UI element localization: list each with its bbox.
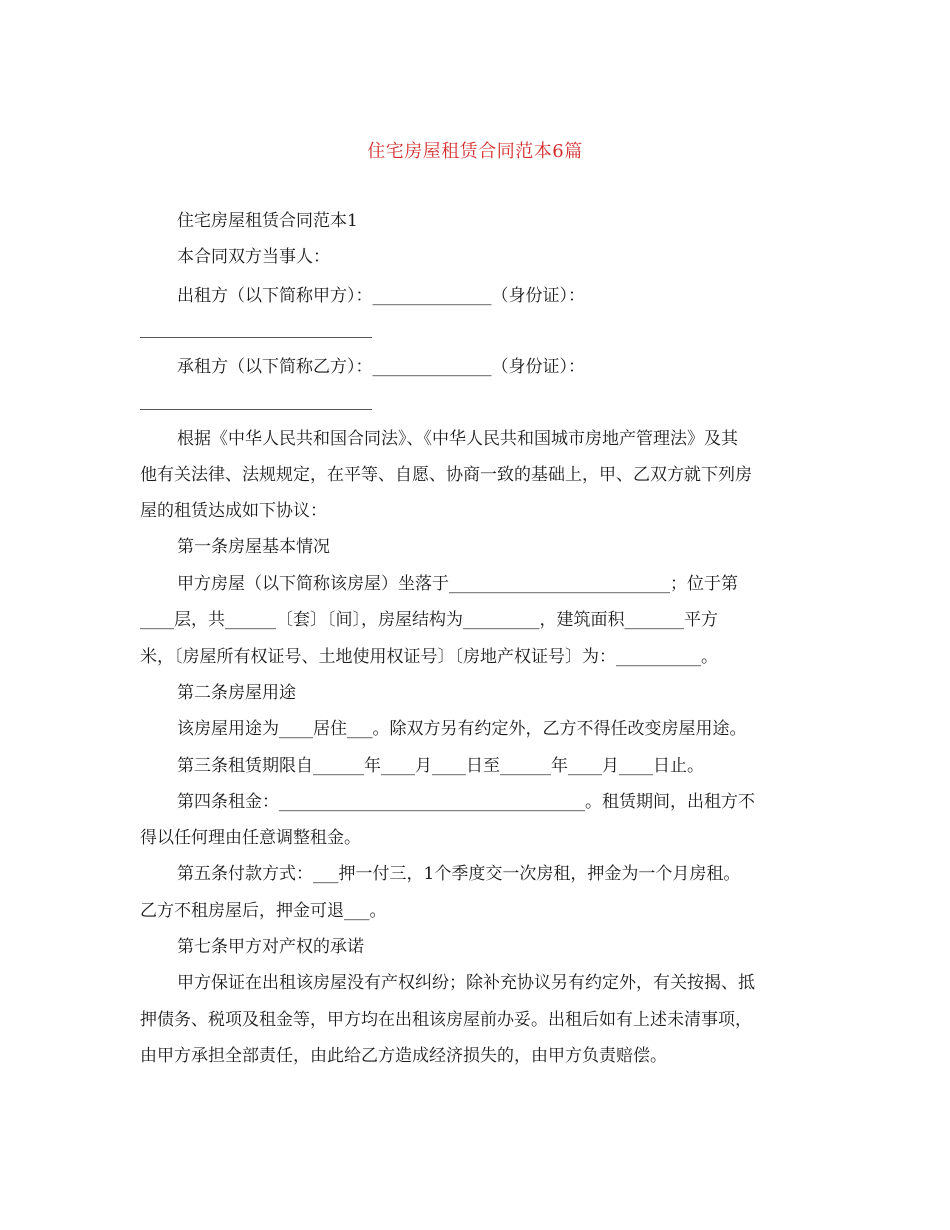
- paragraph-line: 出租方（以下简称甲方）：______________（身份证）：: [177, 286, 585, 306]
- paragraph-line: 第四条租金：____________________________________。租赁期间，出租方不: [177, 792, 755, 812]
- paragraph-line: ____层，共______〔套〕〔间〕，房屋结构为_________，建筑面积_______平方: [140, 610, 718, 630]
- paragraph-line: 住宅房屋租赁合同范本1: [177, 211, 358, 231]
- paragraph-line: 根据《中华人民共和国合同法》、《中华人民共和国城市房地产管理法》及其: [177, 429, 738, 449]
- paragraph-line: 该房屋用途为____居住___。除双方另有约定外，乙方不得任改变房屋用途。: [177, 719, 747, 739]
- paragraph-line: 得以任何理由任意调整租金。: [140, 828, 361, 848]
- signature-underline: [140, 337, 372, 338]
- paragraph-line: 第五条付款方式：___押一付三，1个季度交一次房租，押金为一个月房租。: [177, 864, 741, 884]
- paragraph-line: 押债务、税项及租金等，甲方均在出租该房屋前办妥。出租后如有上述未清事项，: [140, 1010, 752, 1030]
- paragraph-line: 甲方保证在出租该房屋没有产权纠纷；除补充协议另有约定外，有关按揭、抵: [177, 973, 755, 993]
- paragraph-line: 他有关法律、法规规定，在平等、自愿、协商一致的基础上，甲、乙双方就下列房: [140, 465, 752, 485]
- signature-underline: [140, 409, 372, 410]
- paragraph-line: 由甲方承担全部责任，由此给乙方造成经济损失的，由甲方负责赔偿。: [140, 1046, 667, 1066]
- paragraph-line: 屋的租赁达成如下协议：: [140, 501, 327, 521]
- section-heading: 第一条房屋基本情况: [177, 537, 330, 557]
- section-heading: 第二条房屋用途: [177, 683, 296, 703]
- section-heading: 第七条甲方对产权的承诺: [177, 937, 364, 957]
- paragraph-line: 本合同双方当事人：: [177, 247, 330, 267]
- paragraph-line: 米，〔房屋所有权证号、土地使用权证号〕〔房地产权证号〕为：__________。: [140, 647, 718, 667]
- paragraph-line: 甲方房屋（以下简称该房屋）坐落于__________________________；位于第: [177, 574, 738, 594]
- paragraph-line: 承租方（以下简称乙方）：______________（身份证）：: [177, 357, 585, 377]
- paragraph-line: 乙方不租房屋后，押金可退___。: [140, 901, 387, 921]
- paragraph-line: 第三条租赁期限自______年____月____日至______年____月____日止。: [177, 756, 704, 776]
- document-title: 住宅房屋租赁合同范本6篇: [367, 141, 583, 162]
